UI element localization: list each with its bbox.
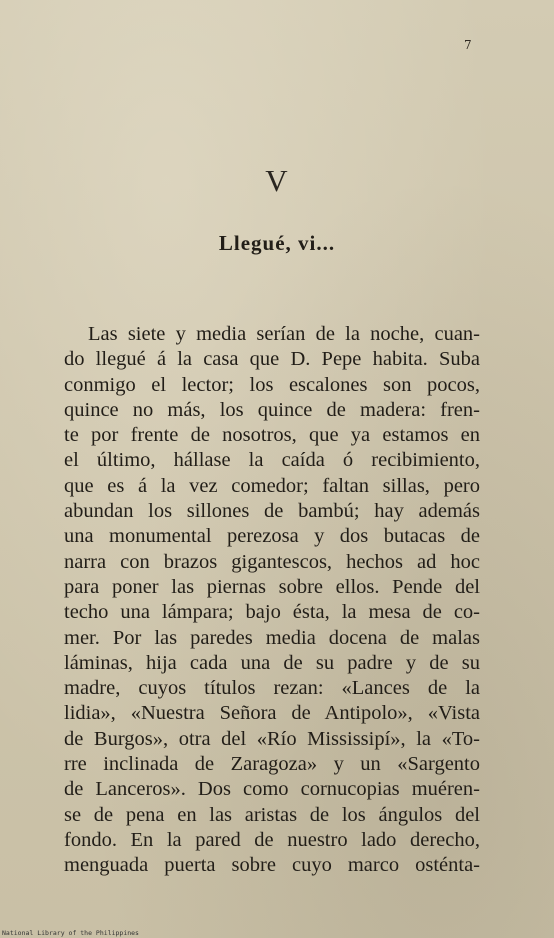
text-line: te por frente de nosotros, que ya estamos en <box>64 424 480 447</box>
text-line: abundan los sillones de bambú; hay además <box>64 500 480 523</box>
text-line: de Lanceros». Dos como cornucopias muéren- <box>64 778 480 801</box>
text-line: menguada puerta sobre cuyo marco osténta- <box>64 854 480 877</box>
text-line: que es á la vez comedor; faltan sillas, pero <box>64 474 480 497</box>
library-footer: National Library of the Philippines <box>2 929 139 937</box>
text-line: rre inclinada de Zaragoza» y un «Sargento <box>64 753 480 776</box>
text-line: quince no más, los quince de madera: fren- <box>64 398 480 421</box>
text-line: conmigo el lector; los escalones son pocos, <box>64 373 480 396</box>
text-line: para poner las piernas sobre ellos. Pende del <box>64 575 480 598</box>
text-line: se de pena en las aristas de los ángulos del <box>64 803 480 826</box>
corner-mark: 7 <box>464 38 472 52</box>
text-line: Las siete y media serían de la noche, cuan- <box>88 323 480 345</box>
chapter-title: Llegué, vi... <box>218 231 336 255</box>
body-text <box>64 322 480 879</box>
text-line: de Burgos», otra del «Río Mississipí», la «To- <box>64 727 480 750</box>
text-line: una monumental perezosa y dos butacas de <box>64 525 480 548</box>
text-line: lidia», «Nuestra Señora de Antipolo», «Vista <box>64 702 480 725</box>
text-line: madre, cuyos títulos rezan: «Lances de la <box>64 677 480 700</box>
text-line: narra con brazos gigantescos, hechos ad hoc <box>64 550 480 573</box>
text-line: mer. Por las paredes media docena de malas <box>64 626 480 649</box>
text-line: fondo. En la pared de nuestro lado derecho, <box>64 828 480 851</box>
text-line: el último, hállase la caída ó recibimiento, <box>64 449 480 472</box>
text-line: do llegué á la casa que D. Pepe habita. Suba <box>64 348 480 371</box>
chapter-numeral: V <box>265 163 289 198</box>
text-line: láminas, hija cada una de su padre y de su <box>64 651 480 674</box>
text-line: techo una lámpara; bajo ésta, la mesa de co- <box>64 601 480 624</box>
